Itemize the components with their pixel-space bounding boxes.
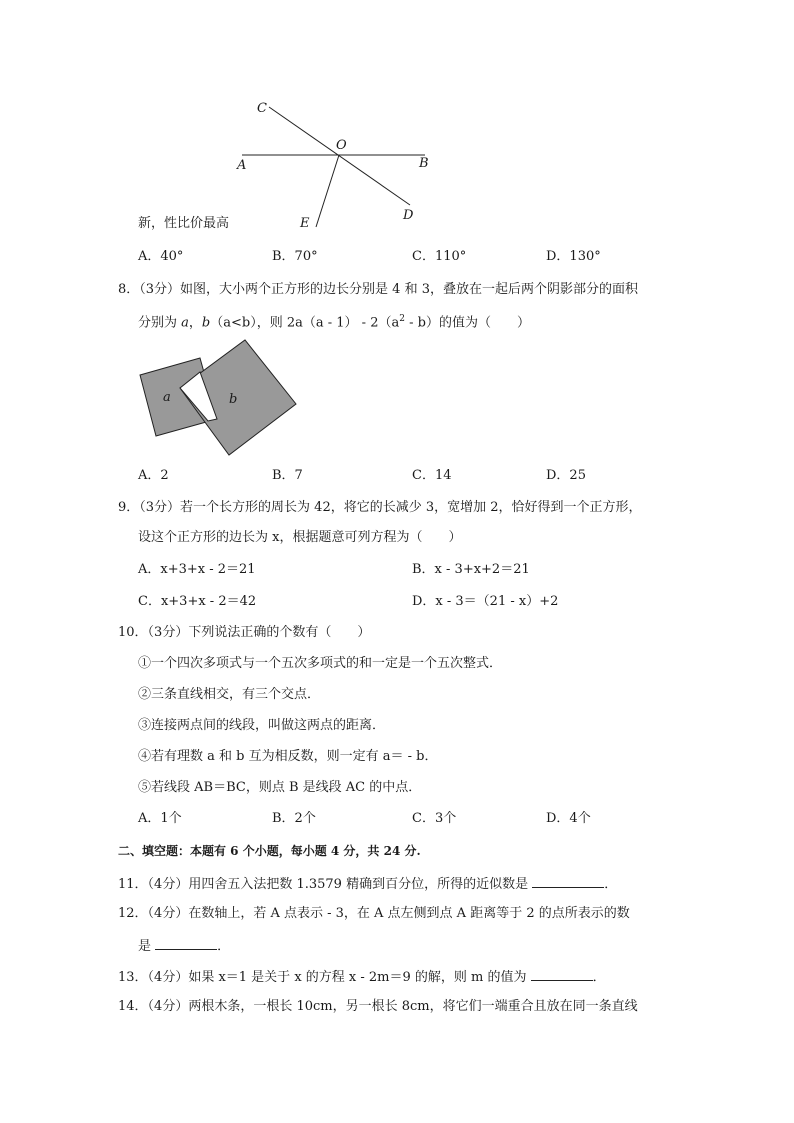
q7-option-b: B．70° (272, 249, 318, 264)
section-heading: 二、填空题：本题有 6 个小题，每小题 4 分，共 24 分. (118, 844, 421, 858)
q10-item-1: ①一个四次多项式与一个五次多项式的和一定是一个五次整式． (138, 656, 503, 671)
q10-item-2: ②三条直线相交，有三个交点． (138, 687, 321, 702)
q9-stem-line2: 设这个正方形的边长为 x，根据题意可列方程为（ ） (138, 530, 462, 545)
q8-stem-line2: 分别为 a，b（a<b），则 $2a(a - 1) - 2(a^2 - b)$的值为（ ） (138, 314, 530, 331)
q9-option-c: C．x+3+x - 2＝42 (138, 594, 257, 609)
label-A: A (237, 158, 247, 173)
q12-answer-blank[interactable] (155, 937, 217, 950)
label-O: O (336, 138, 347, 153)
q13-stem: 13．（4分）如果 x＝1 是关于 x 的方程 x - 2m＝9 的解，则 m 的值为 ． (118, 970, 606, 985)
q8-option-a: A．2 (138, 468, 169, 483)
q10-item-5: ⑤若线段 AB＝BC，则点 B 是线段 AC 的中点． (138, 780, 422, 795)
q10-option-b: B．2个 (272, 811, 316, 826)
q9-option-d: D．x - 3＝（21 - x）+2 (412, 594, 559, 609)
q9-option-a: A．x+3+x - 2＝21 (138, 562, 256, 577)
squares-figure (0, 0, 794, 470)
q10-stem: 10．（3分）下列说法正确的个数有（ ） (118, 625, 371, 640)
q12-stem-line1: 12．（4分）在数轴上，若 A 点表示 - 3，在 A 点左侧到点 A 距离等于 2 的点所表示的数 (118, 906, 630, 921)
q11-stem: 11．（4分）用四舍五入法把数 1.3579 精确到百分位，所得的近似数是 ． (118, 877, 618, 892)
q8-option-d: D．25 (546, 468, 586, 483)
label-E: E (300, 216, 310, 231)
q9-option-b: B．x - 3+x+2＝21 (412, 562, 530, 577)
q11-answer-blank[interactable] (532, 875, 604, 888)
q13-answer-blank[interactable] (531, 968, 593, 981)
ad-text: 新，性比价最高 (138, 216, 230, 231)
q9-stem-line1: 9．（3分）若一个长方形的周长为 42，将它的长减少 3，宽增加 2，恰好得到一个正方形， (118, 500, 642, 515)
label-D: D (403, 208, 414, 223)
q7-option-d: D．130° (546, 249, 601, 264)
label-a: a (163, 390, 171, 405)
q8-option-b: B．7 (272, 468, 303, 483)
q10-item-4: ④若有理数 a 和 b 互为相反数，则一定有 a＝ - b． (138, 749, 438, 764)
q10-option-a: A．1个 (138, 811, 182, 826)
q12-stem-line2: 是 ． (138, 939, 231, 954)
q10-option-c: C．3个 (412, 811, 457, 826)
q8-stem-line1: 8．（3分）如图，大小两个正方形的边长分别是 4 和 3，叠放在一起后两个阴影部分的面积 (118, 282, 638, 297)
q10-option-d: D．4个 (546, 811, 591, 826)
label-C: C (257, 101, 267, 116)
label-b: b (229, 392, 238, 407)
q7-option-c: C．110° (412, 249, 467, 264)
q7-option-a: A．40° (138, 249, 184, 264)
label-B: B (419, 156, 429, 171)
q8-option-c: C．14 (412, 468, 452, 483)
q14-stem: 14．（4分）两根木条，一根长 10cm，另一根长 8cm，将它们一端重合且放在同一条直线 (118, 999, 638, 1014)
q10-item-3: ③连接两点间的线段，叫做这两点的距离． (138, 718, 386, 733)
